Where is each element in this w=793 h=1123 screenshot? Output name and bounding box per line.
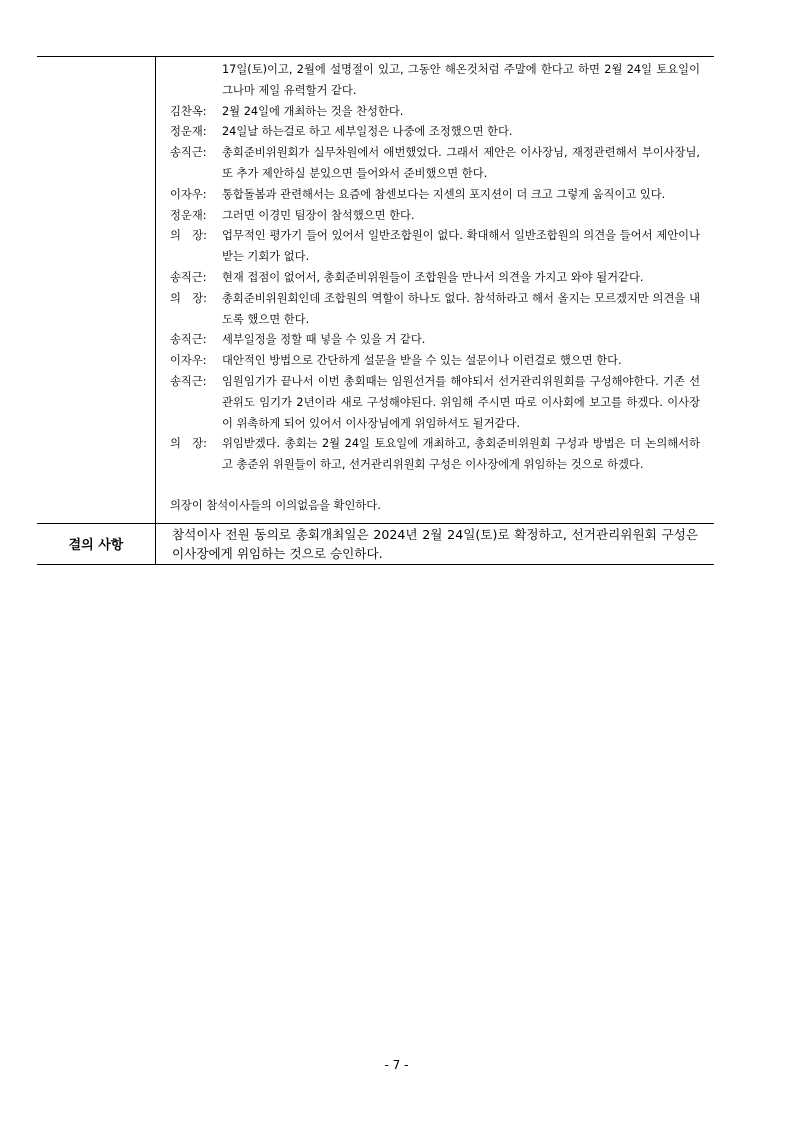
speaker-statement: 그러면 이경민 팀장이 참석했으면 한다. [222, 208, 415, 222]
speaker-entry [170, 372, 700, 434]
speaker-name: 의 장: [170, 437, 207, 451]
speaker-entry [170, 434, 700, 476]
speaker-entry [170, 206, 700, 227]
discussion-label-cell [37, 57, 156, 523]
minutes-table [37, 56, 714, 565]
resolution-body [156, 524, 714, 564]
chair-note: 의장이 참석이사들의 이의없음을 확인하다. [170, 498, 381, 512]
continuation-text: 17일(토)이고, 2월에 설명절이 있고, 그동안 해온것처럼 주말에 한다고 하면 2월 24일 토요일이 그나마 제일 유력할거 같다. [222, 63, 700, 97]
speaker-entry [170, 226, 700, 268]
speaker-statement: 대안적인 방법으로 간단하게 설문을 받을 수 있는 설문이나 이런걸로 했으면 한다. [222, 354, 622, 368]
speaker-statement: 총회준비위원회가 실무차원에서 애번했었다. 그래서 제안은 이사장님, 재정관련해서 부이사장님, 또 추가 제안하실 분있으면 들어와서 준비했으면 한다. [222, 146, 700, 180]
speaker-name: 이자우: [170, 354, 207, 368]
speaker-statement: 현재 접점이 없어서, 총회준비위원들이 조합원을 만나서 의견을 가지고 와야 될거같다. [222, 270, 644, 284]
speaker-statement: 위임받겠다. 총회는 2월 24일 토요일에 개최하고, 총회준비위원회 구성과 방법은 더 논의해서하고 총준위 위원들이 하고, 선거관리위원회 구성은 이사장에게 위임하는 것으로 하겠다. [222, 437, 700, 472]
speaker-name: 이자우: [170, 187, 207, 201]
discussion-row [37, 57, 714, 523]
speaker-statement: 임원임기가 끝나서 이번 총회때는 임원선거를 해야되서 선거관리위원회를 구성해야한다. 기존 선관위도 임기가 2년이라 새로 구성해야된다. 위임해 주시면 따로 이사회에 보고를 하겠다. 이사장이 위촉하게 되어 있어서 이사장님에게 위임하셔도 될거같다. [222, 374, 700, 430]
speaker-name: 송직근: [170, 333, 207, 347]
speaker-entry [170, 330, 700, 351]
page-number: - 7 - [384, 1058, 409, 1072]
speaker-entry [170, 143, 700, 185]
speaker-name: 정운재: [170, 125, 207, 139]
speaker-statement: 총회준비위원회인데 조합원의 역할이 하나도 없다. 참석하라고 해서 올지는 모르겠지만 의견을 내도록 했으면 한다. [222, 291, 700, 326]
speaker-entry [170, 289, 700, 331]
speaker-statement: 2월 24일에 개최하는 것을 찬성한다. [222, 104, 404, 118]
speaker-name: 송직근: [170, 146, 207, 160]
speaker-entry [170, 268, 700, 289]
speaker-statement: 세부일정을 정할 때 넣을 수 있을 거 같다. [222, 333, 426, 347]
resolution-text: 참석이사 전원 동의로 총회개최일은 2024년 2월 24일(토)로 확정하고, 선거관리위원회 구성은 이사장에게 위임하는 것으로 승인하다. [172, 526, 698, 561]
speaker-statement: 통합돌봄과 관련해서는 요즘에 참센보다는 지센의 포지션이 더 크고 그렇게 움직이고 있다. [222, 187, 666, 201]
speaker-name: 김찬옥: [170, 104, 207, 118]
speaker-name: 송직근: [170, 270, 207, 284]
speaker-entry [170, 102, 700, 123]
speaker-entry [170, 351, 700, 372]
resolution-label: 결의 사항 [37, 524, 156, 564]
speaker-name: 의 장: [170, 229, 207, 243]
speaker-statement: 24일날 하는걸로 하고 세부일정은 나중에 조정했으면 한다. [222, 125, 513, 139]
speaker-name: 의 장: [170, 291, 207, 305]
speaker-name: 송직근: [170, 374, 207, 388]
speaker-entry [170, 185, 700, 206]
speaker-statement: 업무적인 평가기 들어 있어서 일반조합원이 없다. 확대해서 일반조합원의 의견을 들어서 제안이나 받는 기회가 없다. [222, 229, 700, 264]
speaker-name: 정운재: [170, 208, 207, 222]
speaker-entries [170, 102, 700, 476]
speaker-entry [170, 122, 700, 143]
resolution-row [37, 523, 714, 564]
discussion-body [156, 57, 714, 523]
